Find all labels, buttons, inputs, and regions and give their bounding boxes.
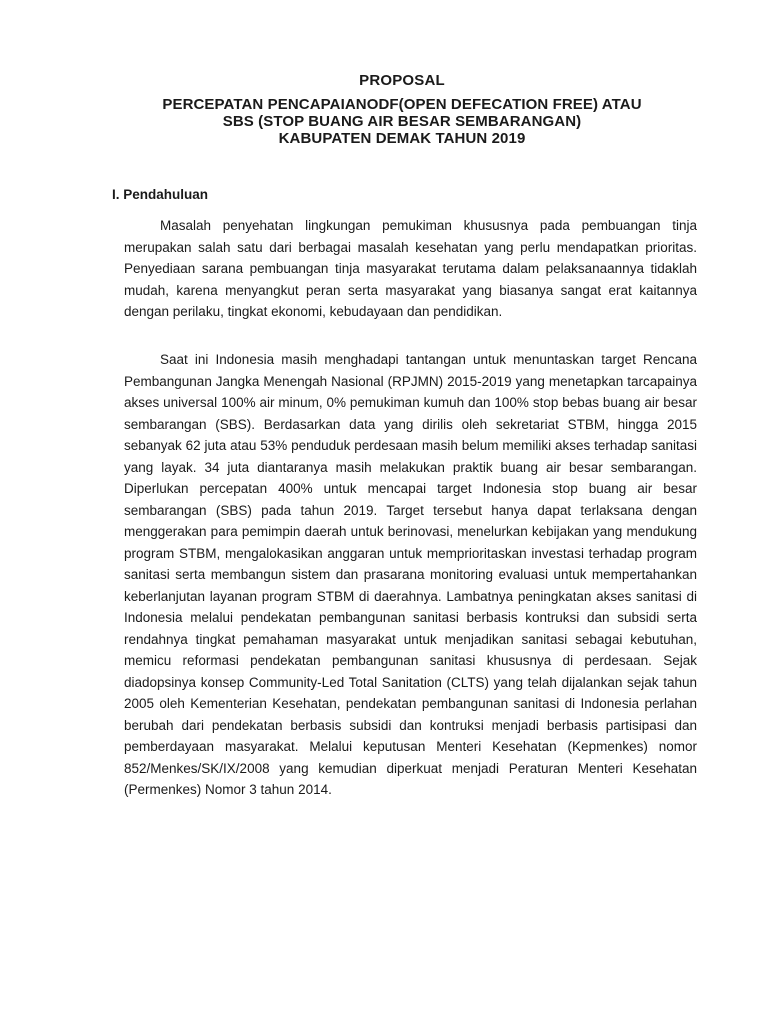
- document-type-label: PROPOSAL: [359, 72, 445, 89]
- body-paragraph-2: Saat ini Indonesia masih menghadapi tantangan untuk menuntaskan target Rencana Pembangunan Jangka Menengah Nasional (RPJMN) 2015-2019 yang menetapkan tarcapainya akses universal 100% air minum, 0% pemukiman kumuh dan 100% stop bebas buang air besar sembarangan (SBS). Berdasarkan data yang dirilis oleh sekretariat STBM, hingga 2015 sebanyak 62 juta atau 53% penduduk perdesaan masih belum memiliki akses terhadap sanitasi yang layak. 34 juta diantaranya masih melakukan praktik buang air besar sembarangan. Diperlukan percepatan 400% untuk mencapai target Indonesia stop buang air besar sembarangan (SBS) pada tahun 2019. Target tersebut hanya dapat terlaksana dengan menggerakan para pemimpin daerah untuk berinovasi, menelurkan kebijakan yang mendukung program STBM, mengalokasikan anggaran untuk memprioritaskan investasi terhadap program sanitasi serta membangun sistem dan prasarana monitoring evaluasi untuk mempertahankan keberlanjutan layanan program STBM di daerahnya. Lambatnya peningkatan akses sanitasi di Indonesia melalui pendekatan pembangunan sanitasi berbasis kontruksi dan subsidi serta rendahnya tingkat pemahaman masyarakat untuk menjadikan sanitasi sebagai kebutuhan, memicu reformasi pendekatan pembangunan sanitasi khususnya di perdesaan. Sejak diadopsinya konsep Community-Led Total Sanitation (CLTS) yang telah dijalankan sejak tahun 2005 oleh Kementerian Kesehatan, pendekatan pembangunan sanitasi di Indonesia perlahan berubah dari pendekatan berbasis subsidi dan kontruksi menjadi berbasis partisipasi dan pemberdayaan masyarakat. Melalui keputusan Menteri Kesehatan (Kepmenkes) nomor 852/Menkes/SK/IX/2008 yang kemudian diperkuat menjadi Peraturan Menteri Kesehatan (Permenkes) Nomor 3 tahun 2014.: [124, 352, 697, 797]
- title-line-2: SBS (STOP BUANG AIR BESAR SEMBARANGAN): [222, 113, 582, 130]
- document-title: [100, 96, 704, 147]
- section-heading: I. Pendahuluan: [112, 187, 209, 202]
- title-line-3: KABUPATEN DEMAK TAHUN 2019: [278, 130, 526, 147]
- body-paragraph-1: Masalah penyehatan lingkungan pemukiman khususnya pada pembuangan tinja merupakan salah satu dari berbagai masalah kesehatan yang perlu mendapatkan prioritas. Penyediaan sarana pembuangan tinja masyarakat terutama dalam pelaksanaannya tidaklah mudah, karena menyangkut peran serta masyarakat yang biasanya sangat erat kaitannya dengan perilaku, tingkat ekonomi, kebudayaan dan pendidikan.: [124, 218, 697, 319]
- title-line-1: PERCEPATAN PENCAPAIANODF(OPEN DEFECATION FREE) ATAU: [162, 96, 642, 113]
- document-header: [100, 72, 704, 147]
